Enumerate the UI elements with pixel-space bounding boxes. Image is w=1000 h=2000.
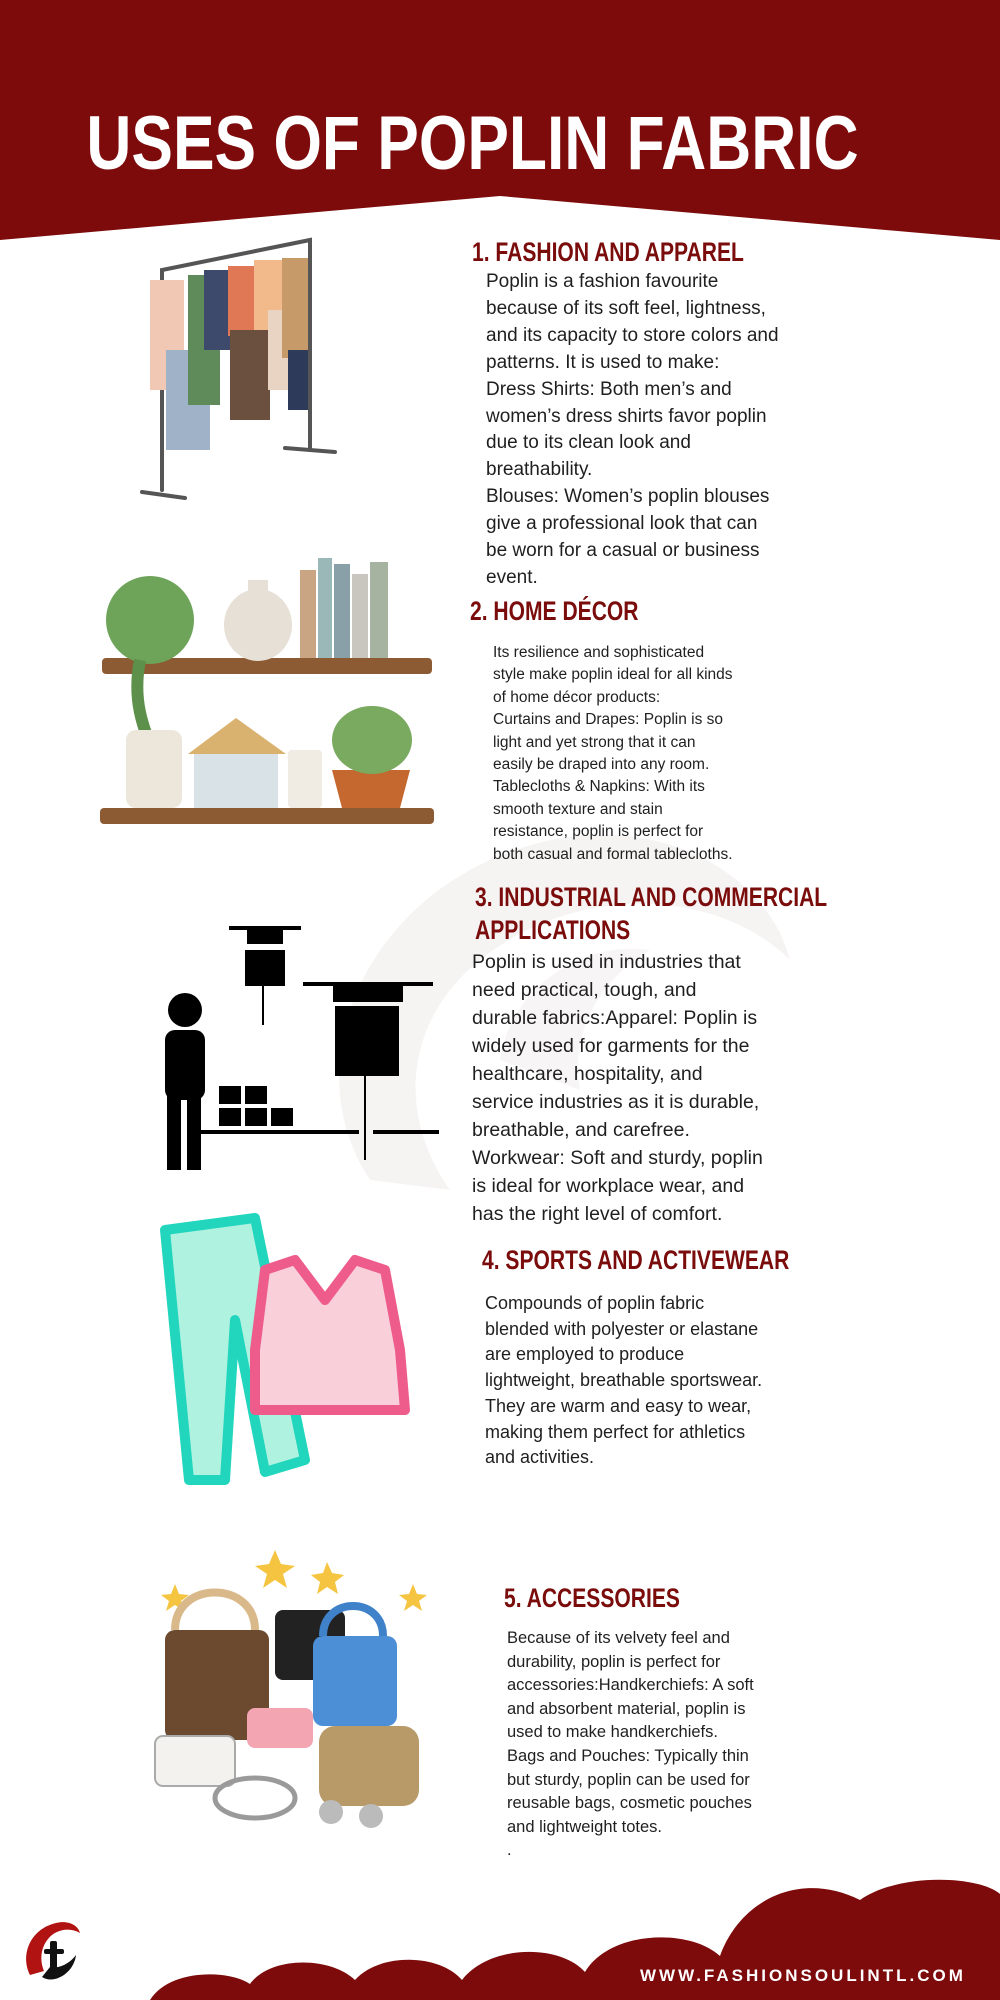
section-body-sports: Compounds of poplin fabric blended with polyester or elastane are employed to produce lightweight, breathable sportswear. They are warm and easy to wear, making them perfect for athletics and activities. [485, 1293, 763, 1468]
section-heading-industrial: 3. INDUSTRIAL AND COMMERCIAL [475, 882, 828, 912]
section-heading-fashion: 1. FASHION AND APPAREL [472, 237, 744, 267]
clothing-rack-icon [130, 230, 350, 500]
section-heading-industrial-line2: APPLICATIONS [475, 915, 631, 945]
section-body-home-decor: Its resilience and sophisticated style make poplin ideal for all kinds of home décor products: Curtains and Drapes: Poplin is so light and yet strong that it can easily be draped into any room. Tablecloths & Napkins: With its smooth texture and stain resistance, poplin is perfect for both casual and formal tablecloths. [493, 644, 733, 863]
drone-delivery-icon [135, 920, 445, 1170]
bags-accessories-icon [135, 1540, 455, 1840]
fashionsoul-logo-icon [20, 1915, 82, 1985]
activewear-icon [155, 1210, 415, 1490]
section-body-accessories: Because of its velvety feel and durability, poplin is perfect for accessories:Handkerchiefs: A soft and absorbent material, poplin is used to make handkerchiefs. Bags and Pouches: Typically thin but sturdy, poplin can be used for reusable bags, cosmetic pouches and lightweight totes. . [507, 1629, 754, 1860]
section-heading-home-decor: 2. HOME DÉCOR [470, 596, 639, 626]
section-heading-sports: 4. SPORTS AND ACTIVEWEAR [482, 1245, 790, 1275]
footer-url: WWW.FASHIONSOULINTL.COM [640, 1966, 966, 1985]
shelf-decor-icon [90, 540, 440, 840]
section-body-fashion: Poplin is a fashion favourite because of its soft feel, lightness, and its capacity to store colors and patterns. It is used to make: Dress Shirts: Both men’s and women’s dress shirts favor poplin due to its clean look and breathability. Blouses: Women’s poplin blouses give a professional look that can be worn for a casual or business event. [486, 271, 779, 588]
section-heading-accessories: 5. ACCESSORIES [504, 1583, 680, 1613]
section-body-industrial: Poplin is used in industries that need practical, tough, and durable fabrics:Apparel: Poplin is widely used for garments for the healthcare, hospitality, and service industries as it is durable, breathable, and carefree. Workwear: Soft and sturdy, poplin is ideal for workplace wear, and has the right level of comfort. [472, 951, 763, 1225]
page-title: USES OF POPLIN FABRIC [86, 101, 859, 186]
